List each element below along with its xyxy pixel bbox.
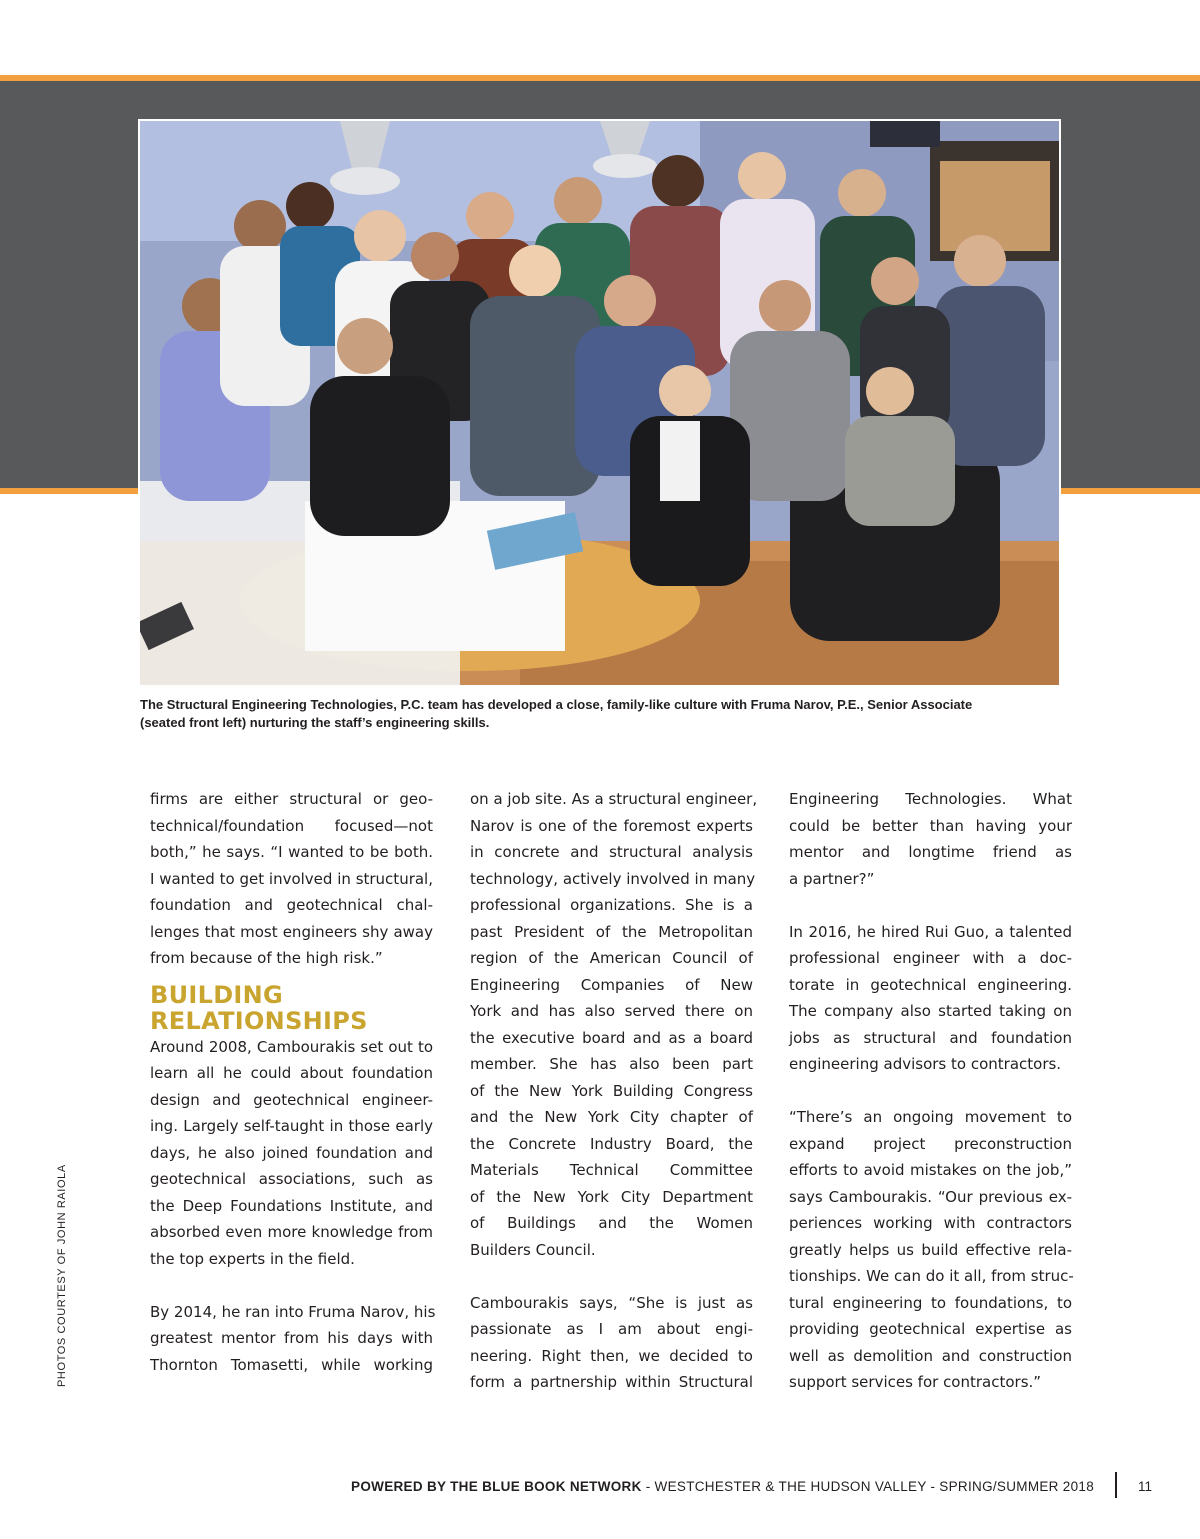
text-line: lenges that most engineers shy away — [150, 922, 433, 941]
team-photo — [138, 119, 1061, 687]
text-line: professional engineer with a doc- — [789, 949, 1072, 967]
text-line: Engineering Companies of New — [470, 975, 753, 994]
text-line: the executive board and as a board — [470, 1028, 753, 1047]
text-line: on a job site. As a structural engineer, — [470, 790, 758, 808]
text-line: “There’s an ongoing movement to — [789, 1108, 1072, 1126]
team-photo-illustration — [140, 121, 1059, 685]
paragraph-gap — [789, 1078, 1072, 1105]
text-line: passionate as I am about engi- — [470, 1320, 753, 1338]
text-line: days, he also joined foundation and — [150, 1143, 433, 1162]
text-line: engineering advisors to contractors. — [789, 1055, 1062, 1073]
text-line: firms are either structural or geo- — [150, 790, 433, 808]
text-line: In 2016, he hired Rui Guo, a talented — [789, 922, 1072, 941]
text-line: technology, actively involved in many — [470, 869, 756, 888]
text-line: ing. Largely self-taught in those early — [150, 1117, 433, 1135]
text-line: By 2014, he ran into Fruma Narov, his — [150, 1302, 436, 1321]
text-line: well as demolition and construction — [789, 1346, 1072, 1365]
text-line: member. She has also been part — [470, 1055, 753, 1073]
text-line: Cambourakis says, “She is just as — [470, 1293, 753, 1312]
text-line: in concrete and structural analysis — [470, 843, 753, 861]
text-line: greatly helps us build effective rela- — [789, 1240, 1072, 1259]
text-line: neering. Right then, we decided to — [470, 1346, 753, 1365]
text-line: mentor and longtime friend as — [789, 843, 1072, 861]
text-line: the top experts in the field. — [150, 1249, 355, 1268]
text-line: tural engineering to foundations, to — [789, 1293, 1072, 1312]
page-number: 11 — [1138, 1479, 1153, 1494]
text-line: York and has also served there on — [470, 1002, 753, 1020]
text-line: periences working with contractors — [789, 1214, 1072, 1232]
text-line: foundation and geotechnical chal- — [150, 896, 433, 914]
text-line: both,” he says. “I wanted to be both. — [150, 843, 433, 861]
text-line: torate in geotechnical engineering. — [789, 975, 1072, 994]
text-line: Thornton Tomasetti, while working — [150, 1355, 433, 1374]
section-heading — [150, 982, 433, 1034]
text-line: professional organizations. She is a — [470, 896, 753, 914]
text-line: a partner?” — [789, 869, 875, 888]
text-line: efforts to avoid mistakes on the job,” — [789, 1161, 1072, 1179]
section-heading-line: RELATIONSHIPS — [150, 1006, 368, 1035]
text-line: and the New York City chapter of — [470, 1108, 753, 1126]
text-line: form a partnership within Structural — [470, 1373, 753, 1391]
photo-credit: PHOTOS COURTESY OF JOHN RAIOLA — [56, 1164, 68, 1387]
text-line: design and geotechnical engineer- — [150, 1090, 433, 1109]
text-line: says Cambourakis. “Our previous ex- — [789, 1187, 1072, 1206]
article-column-3 — [789, 786, 1072, 1396]
text-line: past President of the Metropolitan — [470, 922, 753, 941]
paragraph-gap — [150, 1272, 433, 1299]
text-line: the Concrete Industry Board, the — [470, 1134, 753, 1153]
text-line: could be better than having your — [789, 816, 1072, 835]
text-line: region of the American Council of — [470, 949, 753, 967]
text-line: of the New York City Department — [470, 1187, 753, 1206]
text-line: providing geotechnical expertise as — [789, 1320, 1072, 1338]
text-line: of Buildings and the Women — [470, 1214, 753, 1232]
text-line: of the New York Building Congress — [470, 1081, 753, 1100]
text-line: learn all he could about foundation — [150, 1064, 433, 1082]
text-line: The company also started taking on — [789, 1002, 1072, 1020]
page-footer — [351, 1479, 1094, 1494]
paragraph-gap — [789, 892, 1072, 919]
caption-line: (seated front left) nurturing the staff’s engineering skills. — [140, 715, 490, 730]
text-line: the Deep Foundations Institute, and — [150, 1196, 433, 1215]
article-column-2 — [470, 786, 758, 1396]
text-line: Narov is one of the foremost experts — [470, 816, 753, 835]
text-line: Materials Technical Committee — [470, 1161, 753, 1179]
paragraph-gap — [470, 1263, 753, 1290]
text-line: Engineering Technologies. What — [789, 790, 1072, 808]
text-line: jobs as structural and foundation — [789, 1028, 1072, 1047]
photo-caption — [140, 696, 1070, 732]
footer-divider — [1115, 1472, 1117, 1498]
text-line: I wanted to get involved in structural, — [150, 869, 433, 888]
text-line: Builders Council. — [470, 1240, 596, 1259]
footer-publication: - WESTCHESTER & THE HUDSON VALLEY - SPRING/SUMMER 2018 — [641, 1479, 1094, 1494]
caption-line: The Structural Engineering Technologies, P.C. team has developed a close, family-like culture with Fruma Narov, P.E., Senior Associate — [140, 697, 973, 712]
text-line: from because of the high risk.” — [150, 949, 383, 967]
text-line: technical/foundation focused—not — [150, 816, 433, 835]
text-line: greatest mentor from his days with — [150, 1329, 433, 1347]
text-line: absorbed even more knowledge from — [150, 1223, 433, 1241]
text-line: geotechnical associations, such as — [150, 1170, 433, 1188]
text-line: expand project preconstruction — [789, 1134, 1072, 1153]
article-column-1 — [150, 786, 436, 1378]
text-line: Around 2008, Cambourakis set out to — [150, 1037, 433, 1056]
text-line: tionships. We can do it all, from struc- — [789, 1267, 1074, 1285]
footer-brand: POWERED BY THE BLUE BOOK NETWORK — [351, 1479, 642, 1494]
section-heading-line: BUILDING — [150, 980, 284, 1009]
text-line: support services for contractors.” — [789, 1373, 1042, 1391]
